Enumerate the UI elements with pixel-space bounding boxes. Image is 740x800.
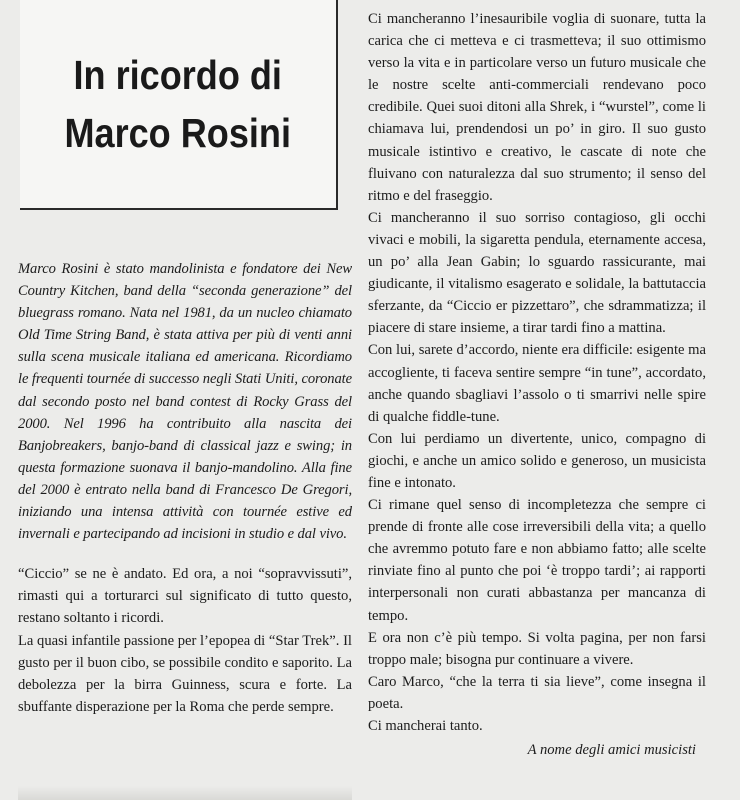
page-bottom-edge	[18, 786, 352, 800]
signature: A nome degli amici musicisti	[527, 742, 696, 759]
body-paragraph: Con lui perdiamo un divertente, unico, compagno di giochi, e anche un amico solido e generoso, un musicista fine e intonato.	[368, 430, 706, 491]
body-paragraph: Ci mancheranno l’inesauribile voglia di suonare, tutta la carica che ci metteva e ci trasmetteva; il suo ottimismo verso la vita e in particolare verso un futuro musicale che le nostre scelte anti-commerciali rendevano poco credibile. Quei suoi ditoni alla Shrek, i “wurstel”, come li chiamava lui, prendendosi un po’ in giro. Il suo gusto musicale istintivo e creativo, le cascate di note che fluivano con naturalezza dal suo strumento; il senso del ritmo e del fraseggio.	[368, 11, 706, 204]
left-body	[18, 563, 352, 718]
body-paragraph: E ora non c’è più tempo. Si volta pagina, per non farsi troppo male; bisogna pur continuare a vivere.	[368, 629, 706, 668]
body-paragraph: Caro Marco, “che la terra ti sia lieve”, come insegna il poeta.	[368, 673, 706, 712]
article-title	[65, 46, 292, 162]
intro-paragraph: Marco Rosini è stato mandolinista e fondatore dei New Country Kitchen, band della “seconda generazione” del bluegrass romano. Nata nel 1981, da un nucleo chiamato Old Time String Band, è stata attiva per più di venti anni sulla scena musicale italiana ed americana. Ricordiamo le frequenti tournée di successo negli Stati Uniti, coronate dal secondo posto nel band contest di Rocky Grass del 2000. Nel 1996 ha contribuito alla nascita dei Banjobreakers, banjo-band di classical jazz e swing; in questa formazione suonava il banjo-mandolino. Alla fine del 2000 è entrato nella band di Francesco De Gregori, iniziando una intensa attività con tournée estive ed invernali e partecipando ad incisioni in studio e dal vivo.	[18, 261, 352, 543]
title-box	[20, 0, 338, 210]
title-line-2: Marco Rosini	[64, 110, 292, 156]
body-paragraph: La quasi infantile passione per l’epopea di “Star Trek”. Il gusto per il buon cibo, se possibile condito e saporito. La debolezza per la birra Guinness, scura e forte. La sbuffante disperazione per la Roma che perde sempre.	[18, 632, 352, 715]
right-column	[368, 8, 706, 761]
body-paragraph: Ci mancheranno il suo sorriso contagioso, gli occhi vivaci e mobili, la sigaretta pendula, eternamente accesa, un po’ alla Jean Gabin; lo sguardo rassicurante, mai giudicante, il vitalismo esagerato e solidale, la battutaccia sferzante, da “Ciccio er pizzettaro”, che sdrammatizza; il piacere di stare insieme, a tirar tardi fino a mattina.	[368, 209, 706, 337]
body-paragraph: “Ciccio” se ne è andato. Ed ora, a noi “sopravvissuti”, rimasti qui a torturarci sul significato di tutto questo, restano soltanto i ricordi.	[18, 566, 352, 627]
body-paragraph: Ci mancherai tanto.	[368, 718, 483, 734]
body-paragraph: Con lui, sarete d’accordo, niente era difficile: esigente ma accogliente, ti faceva sentire sempre “in tune”, accordato, anche quando sbagliavi l’assolo o ti smarrivi nelle spire di qualche fiddle-tune.	[368, 342, 706, 425]
body-paragraph: Ci rimane quel senso di incompletezza che sempre ci prende di fronte alle cose irreversibili della vita; a quello che avremmo potuto fare e non abbiamo fatto; alle scelte rinviate fino al punto che poi ‘è troppo tardi’; ai rapporti interpersonali non curati abbastanza per mancanza di tempo.	[368, 497, 706, 624]
left-column	[18, 258, 352, 718]
title-line-1: In ricordo di	[73, 52, 283, 98]
